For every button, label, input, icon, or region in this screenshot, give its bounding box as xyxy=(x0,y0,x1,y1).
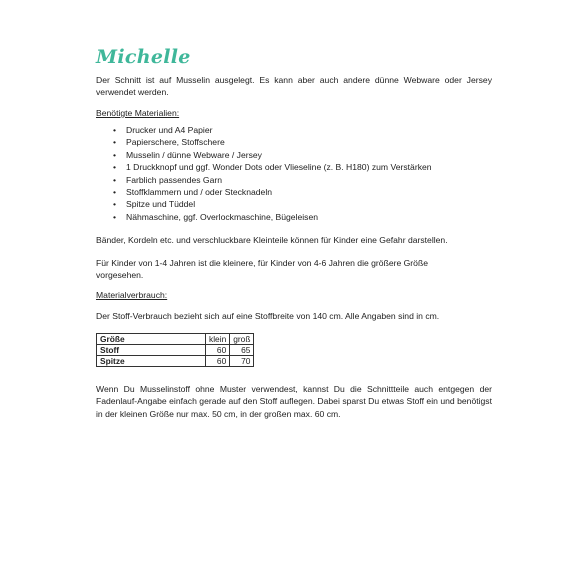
list-item: • Drucker und A4 Papier xyxy=(126,124,432,136)
table-cell-small: 60 xyxy=(206,356,230,367)
table-header-row xyxy=(97,334,254,345)
material-table xyxy=(96,333,254,367)
list-item: • Papierschere, Stoffschere xyxy=(126,136,432,148)
materials-list xyxy=(96,124,432,223)
usage-heading: Materialverbrauch: xyxy=(96,290,168,300)
table-cell-large: 70 xyxy=(230,356,254,367)
usage-paragraph: Der Stoff-Verbrauch bezieht sich auf eine Stoffbreite von 140 cm. Alle Angaben sind in cm. xyxy=(96,311,440,321)
list-item: • Nähmaschine, ggf. Overlockmaschine, Bügeleisen xyxy=(126,211,432,223)
table-header-size: Größe xyxy=(97,334,206,345)
document-title: Michelle xyxy=(96,46,191,68)
warning-paragraph: Bänder, Kordeln etc. und verschluckbare Kleinteile können für Kinder eine Gefahr darstellen. xyxy=(96,235,448,245)
table-row xyxy=(97,356,254,367)
sizes-paragraph: Für Kinder von 1-4 Jahren ist die kleinere, für Kinder von 4-6 Jahren die größere Größe vorgesehen. xyxy=(96,258,428,281)
table-cell-label: Spitze xyxy=(97,356,206,367)
table-cell-large: 65 xyxy=(230,345,254,356)
list-item: • Spitze und Tüddel xyxy=(126,198,432,210)
list-item: • Farblich passendes Garn xyxy=(126,174,432,186)
intro-paragraph: Der Schnitt ist auf Musselin ausgelegt. Es kann aber auch andere dünne Webware oder Jersey verwendet werden. xyxy=(96,75,492,98)
list-item: • Musselin / dünne Webware / Jersey xyxy=(126,149,432,161)
list-item: • Stoffklammern und / oder Stecknadeln xyxy=(126,186,432,198)
list-item: • 1 Druckknopf und ggf. Wonder Dots oder Vlieseline (z. B. H180) zum Verstärken xyxy=(126,161,432,173)
table-header-small: klein xyxy=(206,334,230,345)
closing-paragraph: Wenn Du Musselinstoff ohne Muster verwendest, kannst Du die Schnittteile auch entgegen der Fadenlauf-Angabe einfach gerade auf den Stoff auflegen. Dabei sparst Du etwas Stoff ein und benötigst in der kleinen Größe nur max. 50 cm, in der großen max. 60 cm. xyxy=(96,384,492,419)
table-cell-label: Stoff xyxy=(97,345,206,356)
table-row xyxy=(97,345,254,356)
table-cell-small: 60 xyxy=(206,345,230,356)
materials-heading: Benötigte Materialien: xyxy=(96,108,180,118)
table-header-large: groß xyxy=(230,334,254,345)
